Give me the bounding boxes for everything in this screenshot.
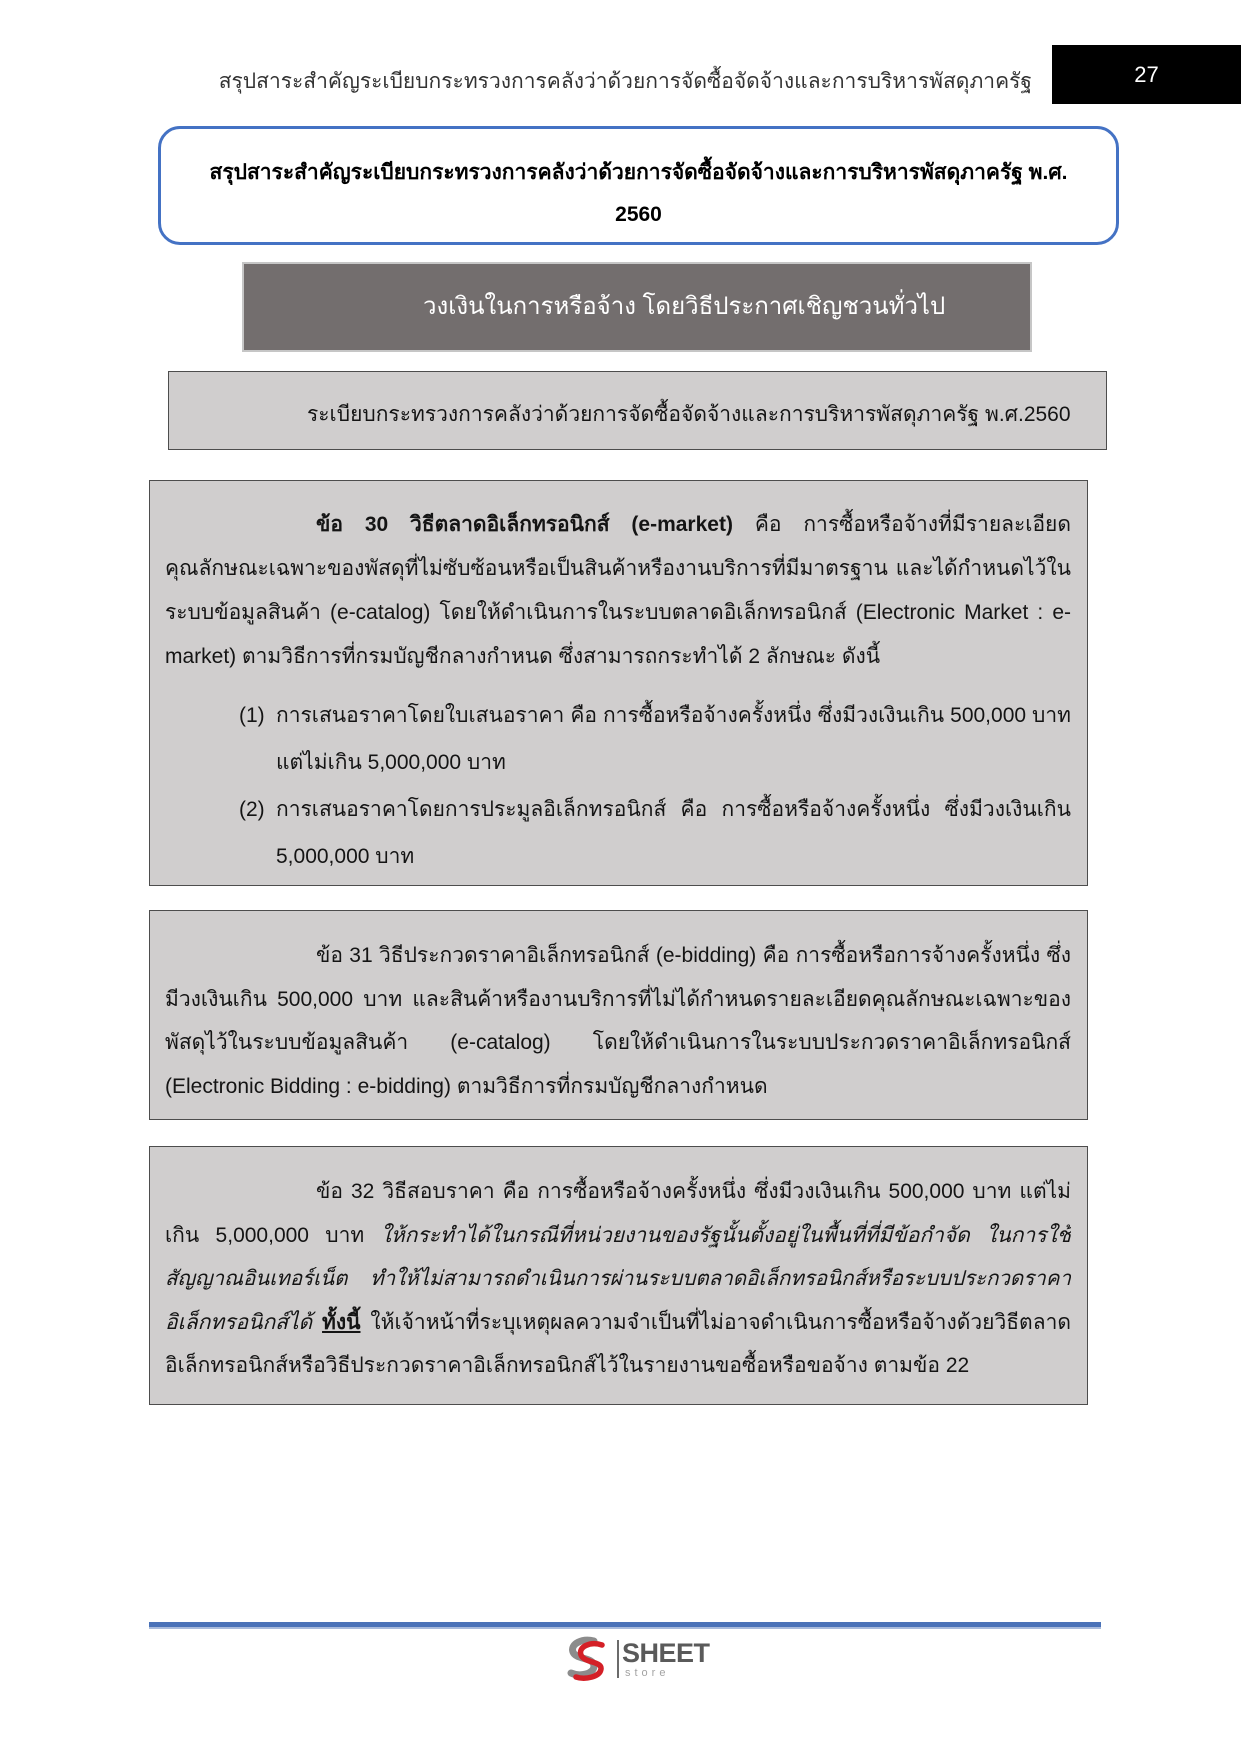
logo-sub-text: store [625,1667,670,1679]
option-2-line-1: การเสนอราคาโดยการประมูลอิเล็กทรอนิกส์ คือ การซื้อหรือจ้างครั้งหนึ่ง ซึ่งมีวงเงินเกิน [276,798,1071,821]
clause-30-line-4: market) ตามวิธีการที่กรมบัญชีกลางกำหนด ซึ่งสามารถกระทำได้ 2 ลักษณะ ดังนี้ [165,645,881,668]
logo-brand-text: SHEET [622,1638,710,1668]
clause-31-box [149,910,1088,1120]
sheet-store-s-icon [563,1636,611,1682]
option-1-line-1: การเสนอราคาโดยใบเสนอราคา คือ การซื้อหรือจ้างครั้งหนึ่ง ซึ่งมีวงเงินเกิน 500,000 บาท [276,704,1071,727]
clause-31-line-4: (Electronic Bidding : e-bidding) ตามวิธีการที่กรมบัญชีกลางกำหนด [165,1074,768,1098]
sheet-store-logo [563,1636,723,1682]
clause-32-line-3-italic: สัญญาณอินเทอร์เน็ต ทำให้ไม่สามารถดำเนินการผ่านระบบตลาดอิเล็กทรอนิกส์หรือระบบประกวดราคา [165,1267,1071,1290]
logo-divider [617,1640,619,1678]
clause-32-line-5: อิเล็กทรอนิกส์หรือวิธีประกวดราคาอิเล็กทรอนิกส์ไว้ในรายงานขอซื้อหรือขอจ้าง ตามข้อ 22 [165,1354,970,1377]
clause-32-box [149,1146,1088,1405]
clause-30-heading-rest: คือ การซื้อหรือจ้างที่มีรายละเอียด [754,513,1071,536]
document-title-line-2: 2560 [615,203,662,226]
option-item-2 [165,786,1071,880]
clause-32-line-4-text: ให้เจ้าหน้าที่ระบุเหตุผลความจำเป็นที่ไม่อาจดำเนินการซื้อหรือจ้างด้วยวิธีตลาด [370,1310,1071,1334]
clause-30-line-1 [165,503,1071,547]
clause-32-line-4-italic: อิเล็กทรอนิกส์ได้ [165,1310,313,1334]
clause-30-option-list [165,692,1071,880]
clause-32-line-1: ข้อ 32 วิธีสอบราคา คือ การซื้อหรือจ้างครั้งหนึ่ง ซึ่งมีวงเงินเกิน 500,000 บาท แต่ไม่ [316,1180,1071,1203]
regulation-caption: ระเบียบกระทรวงการคลังว่าด้วยการจัดซื้อจัดจ้างและการบริหารพัสดุภาครัฐ พ.ศ.2560 [168,371,1107,450]
clause-31-line-1: ข้อ 31 วิธีประกวดราคาอิเล็กทรอนิกส์ (e-bidding) คือ การซื้อหรือการจ้างครั้งหนึ่ง ซึ่ง [316,944,1071,967]
clause-30-line-3: ระบบข้อมูลสินค้า (e-catalog) โดยให้ดำเนินการในระบบตลาดอิเล็กทรอนิกส์ (Electronic Market : e- [165,601,1071,624]
option-item-1 [165,692,1071,786]
page-number: 27 [1052,45,1241,104]
option-1-line-2: แต่ไม่เกิน 5,000,000 บาท [276,751,506,774]
clause-32-line-4 [165,1301,1071,1345]
clause-30-line-2: คุณลักษณะเฉพาะของพัสดุที่ไม่ซับซ้อนหรือเป็นสินค้าหรืองานบริการที่มีมาตรฐาน และได้กำหนดไว้ใน [165,557,1071,580]
clause-31-line-2: มีวงเงินเกิน 500,000 บาท และสินค้าหรืองานบริการที่ไม่ได้กำหนดรายละเอียดคุณลักษณะเฉพาะของ [165,987,1071,1011]
running-header-title: สรุปสาระสำคัญระเบียบกระทรวงการคลังว่าด้วยการจัดซื้อจัดจ้างและการบริหารพัสดุภาครัฐ [218,70,1032,93]
clause-30-heading: ข้อ 30 วิธีตลาดอิเล็กทรอนิกส์ (e-market) [316,513,733,536]
clause-30-box [149,480,1088,886]
document-title-box [158,126,1119,245]
clause-31-line-3: พัสดุไว้ในระบบข้อมูลสินค้า (e-catalog) โดยให้ดำเนินการในระบบประกวดราคาอิเล็กทรอนิกส์ [165,1031,1071,1054]
clause-32-line-3 [165,1257,1071,1301]
clause-32-line-2-text: เกิน 5,000,000 บาท [165,1223,365,1247]
option-2-line-2: 5,000,000 บาท [276,845,415,868]
document-title-line-1: สรุปสาระสำคัญระเบียบกระทรวงการคลังว่าด้วยการจัดซื้อจัดจ้างและการบริหารพัสดุภาครัฐ พ.ศ. [209,161,1068,184]
clause-32-emphasis: ทั้งนี้ [322,1310,361,1334]
clause-32-line-2 [165,1214,1071,1258]
option-marker-1: (1) [239,704,265,727]
section-banner: วงเงินในการหรือจ้าง โดยวิธีประกาศเชิญชวนทั่วไป [242,262,1032,352]
footer-rule [149,1622,1101,1629]
option-marker-2: (2) [239,798,265,821]
clause-32-line-2-italic: ให้กระทำได้ในกรณีที่หน่วยงานของรัฐนั้นตั้งอยู่ในพื้นที่ที่มีข้อกำจัด ในการใช้ [380,1223,1071,1247]
